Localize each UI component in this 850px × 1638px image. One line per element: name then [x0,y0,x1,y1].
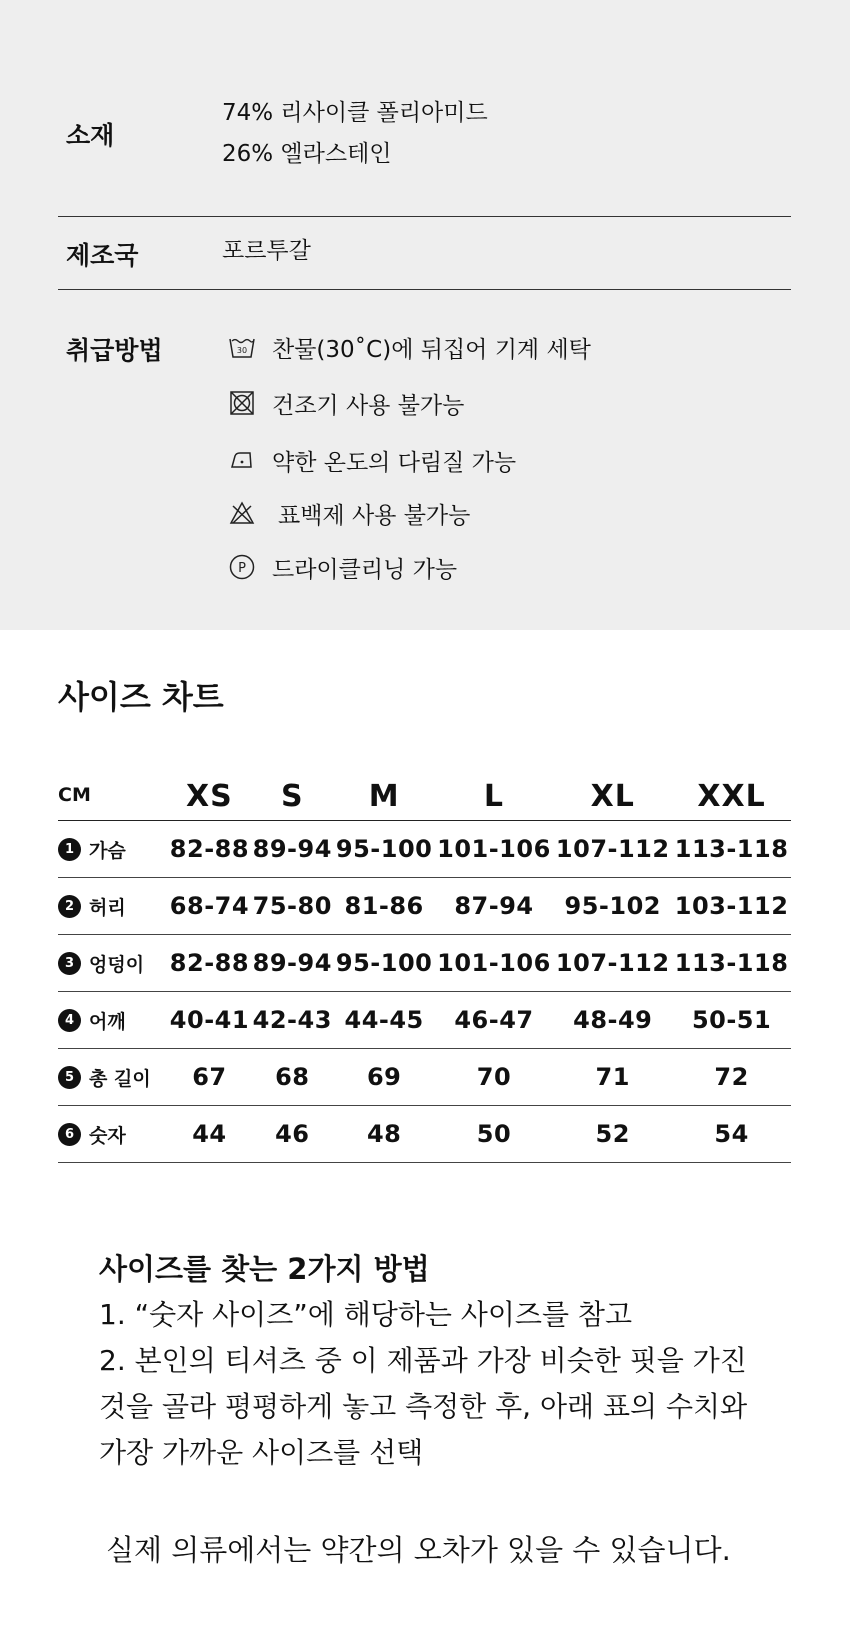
size-value-cell: 72 [672,1049,791,1106]
no-bleach-icon [226,497,258,529]
size-value-cell: 89-94 [251,935,334,992]
care-text: 드라이클리닝 가능 [272,556,458,583]
size-guide [99,1246,819,1476]
measure-name: 어깨 [89,1010,126,1033]
material-line-2: 26% 엘라스테인 [222,141,392,167]
size-value-cell: 107-112 [553,935,672,992]
care-item [226,386,464,420]
size-value-cell: 46-47 [435,992,554,1049]
divider [58,289,791,290]
origin-value: 포르투갈 [222,238,311,264]
care-text: 약한 온도의 다림질 가능 [272,449,517,476]
wash-30-icon [226,331,258,363]
care-text: 표백제 사용 불가능 [278,502,471,529]
size-value-cell: 40-41 [168,992,251,1049]
size-header: S [251,752,334,821]
measure-name: 엉덩이 [89,953,145,976]
size-value-cell: 46 [251,1106,334,1163]
size-chart-table [58,752,791,1163]
measure-name: 총 길이 [89,1067,151,1090]
care-label: 취급방법 [66,336,163,365]
size-header: M [334,752,435,821]
size-row [58,1106,791,1163]
measure-name: 가슴 [89,839,126,862]
measure-label [58,935,168,992]
guide-line: 1. “숫자 사이즈”에 해당하는 사이즈를 참고 [99,1298,632,1331]
size-value-cell: 113-118 [672,935,791,992]
size-header: XXL [672,752,791,821]
size-header: XS [168,752,251,821]
size-value-cell: 113-118 [672,821,791,878]
size-value-cell: 50-51 [672,992,791,1049]
size-header: L [435,752,554,821]
unit-label: CM [58,752,168,821]
size-value-cell: 101-106 [435,935,554,992]
size-value-cell: 87-94 [435,878,554,935]
size-value-cell: 52 [553,1106,672,1163]
material-line-1: 74% 리사이클 폴리아미드 [222,100,488,126]
measure-label [58,1049,168,1106]
care-text: 건조기 사용 불가능 [272,392,465,419]
size-value-cell: 68 [251,1049,334,1106]
size-value-cell: 103-112 [672,878,791,935]
measure-label [58,1106,168,1163]
dry-clean-p-icon [226,551,258,583]
measure-label [58,878,168,935]
care-item [226,550,457,584]
row-number-badge: 2 [58,895,81,918]
measure-label [58,821,168,878]
guide-title: 사이즈를 찾는 2가지 방법 [99,1252,430,1286]
size-value-cell: 89-94 [251,821,334,878]
measure-label [58,992,168,1049]
material-label: 소재 [66,121,115,150]
svg-text:30: 30 [236,346,248,355]
size-value-cell: 71 [553,1049,672,1106]
size-value-cell: 82-88 [168,935,251,992]
measurement-note: 실제 의류에서는 약간의 오차가 있을 수 있습니다. [106,1533,731,1567]
size-value-cell: 48 [334,1106,435,1163]
row-number-badge: 5 [58,1066,81,1089]
size-value-cell: 107-112 [553,821,672,878]
no-tumble-dry-icon [226,387,258,419]
guide-line: 것을 골라 평평하게 놓고 측정한 후, 아래 표의 수치와 [99,1390,748,1423]
row-number-badge: 1 [58,838,81,861]
row-number-badge: 3 [58,952,81,975]
guide-line: 2. 본인의 티셔츠 중 이 제품과 가장 비슷한 핏을 가진 [99,1344,747,1377]
size-value-cell: 75-80 [251,878,334,935]
product-info-section [0,0,850,630]
iron-low-icon [226,444,258,476]
size-value-cell: 42-43 [251,992,334,1049]
size-value-cell: 50 [435,1106,554,1163]
size-row [58,935,791,992]
size-header-row [58,752,791,821]
care-item [226,443,516,477]
size-value-cell: 48-49 [553,992,672,1049]
size-value-cell: 95-102 [553,878,672,935]
size-row [58,992,791,1049]
size-value-cell: 44 [168,1106,251,1163]
size-header: XL [553,752,672,821]
size-value-cell: 44-45 [334,992,435,1049]
size-value-cell: 95-100 [334,935,435,992]
size-value-cell: 81-86 [334,878,435,935]
row-number-badge: 6 [58,1123,81,1146]
origin-label: 제조국 [66,241,139,270]
size-value-cell: 101-106 [435,821,554,878]
care-item [226,330,591,364]
row-number-badge: 4 [58,1009,81,1032]
size-row [58,1049,791,1106]
svg-text:P: P [238,561,246,576]
size-value-cell: 67 [168,1049,251,1106]
size-value-cell: 69 [334,1049,435,1106]
size-value-cell: 70 [435,1049,554,1106]
size-row [58,821,791,878]
guide-line: 가장 가까운 사이즈를 선택 [99,1436,424,1469]
size-row [58,878,791,935]
care-text: 찬물(30˚C)에 뒤집어 기계 세탁 [272,336,591,363]
size-value-cell: 68-74 [168,878,251,935]
measure-name: 허리 [89,896,126,919]
size-chart-title: 사이즈 차트 [58,678,224,716]
care-item [226,496,470,530]
divider [58,216,791,217]
size-value-cell: 95-100 [334,821,435,878]
measure-name: 숫자 [89,1124,126,1147]
size-value-cell: 82-88 [168,821,251,878]
size-value-cell: 54 [672,1106,791,1163]
